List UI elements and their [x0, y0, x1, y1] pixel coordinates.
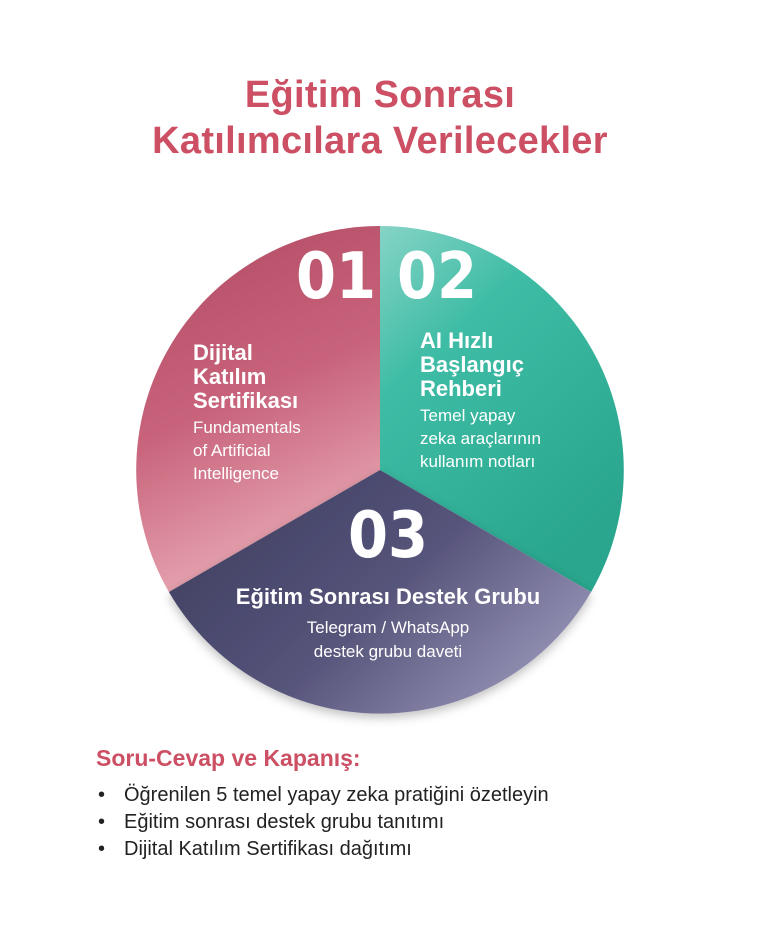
segment-03-text-line-2: destek grubu daveti — [313, 642, 463, 661]
segment-03-text-line-1: Telegram / WhatsApp — [306, 618, 470, 637]
segment-01-title-line-2: Katılım — [193, 364, 267, 389]
segment-01-number: 01 — [295, 240, 377, 314]
closing-heading: Soru-Cevap ve Kapanış: — [96, 745, 361, 771]
segment-01-text-line-3: Intelligence — [193, 464, 280, 483]
segment-01-text-line-1: Fundamentals — [193, 418, 301, 437]
segment-01-title-line-3: Sertifikası — [193, 388, 299, 413]
segment-01-title-line-1: Dijital — [193, 340, 253, 365]
segment-01-text-line-2: of Artificial — [193, 441, 271, 460]
closing-item-1: • Öğrenilen 5 temel yapay zeka pratiğini özetleyin — [96, 782, 736, 809]
segment-02-title-line-3: Rehberi — [420, 376, 502, 401]
title-line-2: Katılımcılara Verilecekler — [152, 120, 608, 162]
title-line-1: Eğitim Sonrası — [244, 74, 516, 116]
segment-02-number: 02 — [396, 240, 478, 314]
segment-02-title-line-2: Başlangıç — [420, 352, 524, 377]
segment-02-text-line-2: zeka araçlarının — [420, 429, 541, 448]
segment-02-title-line-1: AI Hızlı — [420, 328, 494, 353]
closing-item-3: • Dijital Katılım Sertifikası dağıtımı — [96, 836, 736, 863]
segment-03-number: 03 — [347, 499, 429, 573]
segment-02-text-line-3: kullanım notları — [420, 452, 536, 471]
closing-item-2: • Eğitim sonrası destek grubu tanıtımı — [96, 809, 736, 836]
segment-02-text-line-1: Temel yapay — [420, 406, 516, 425]
segment-03-title: Eğitim Sonrası Destek Grubu — [235, 584, 541, 609]
closing-section — [96, 745, 736, 863]
closing-list — [96, 782, 736, 863]
